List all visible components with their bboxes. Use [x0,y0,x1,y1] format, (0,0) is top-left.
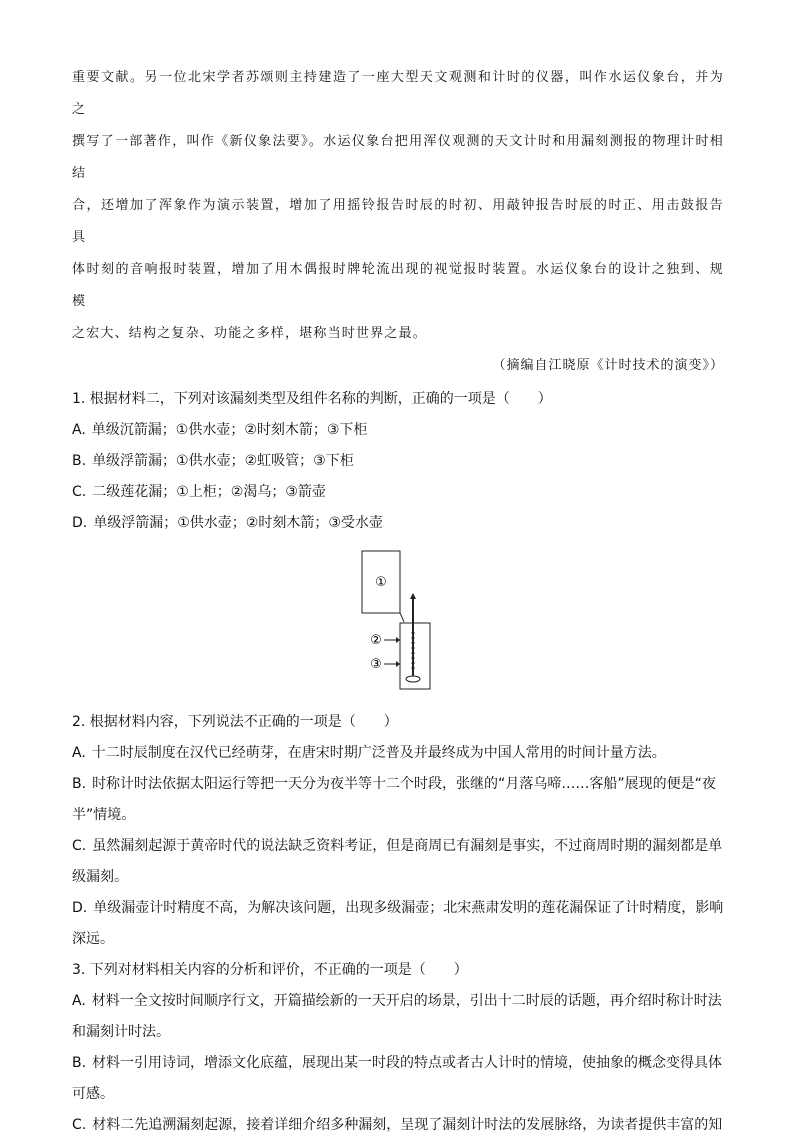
water-flow-line [400,613,404,622]
option-label: C. [72,1117,87,1133]
rod-tip [410,593,416,599]
passage-line: 撰写了一部著作，叫作《新仪象法要》。水运仪象台把用浑仪观测的天文计时和用漏刻测报的物理计时相结 [72,134,724,181]
option-label: B. [72,1055,87,1071]
option-text: 材料一引用诗词，增添文化底蕴，展现出某一时段的特点或者古人计时的情境，使抽象的概念变得具体 [92,1055,723,1071]
figure-label-3: ③ [370,657,382,672]
passage-line: 合，还增加了浑象作为演示装置，增加了用摇铃报告时辰的时初、用敲钟报告时辰的时正、用击鼓报告具 [72,198,724,245]
question-1 [72,384,724,699]
question-stem: 3. 下列对材料相关内容的分析和评价，不正确的一项是（ ） [72,962,468,978]
option-text: 时称计时法依据太阳运行等把一天分为夜半等十二个时段，张继的“月落乌啼……客船”展现的便是“夜 [92,776,716,792]
option-b-continued: 半”情境。 [72,807,136,823]
option-a[interactable] [72,986,724,1017]
question-2 [72,707,724,955]
option-label: A. [72,745,86,761]
figure-label-2: ② [370,633,382,648]
option-b[interactable] [72,446,724,477]
question-3 [72,955,724,1141]
option-label: D. [72,900,88,916]
question-stem: 2. 根据材料内容，下列说法不正确的一项是（ ） [72,714,398,730]
option-d[interactable] [72,508,724,539]
option-c[interactable] [72,477,724,508]
water-clock-diagram [356,549,456,699]
option-a[interactable] [72,738,724,769]
option-text: 材料二先追溯漏刻起源，接着详细介绍多种漏刻，呈现了漏刻计时法的发展脉络，为读者提供丰富的知 [92,1117,723,1133]
arrow-2-head [396,637,400,643]
option-label: B. [72,453,87,469]
option-a[interactable] [72,415,724,446]
water-clock-svg [356,549,456,699]
option-text: 单级浮箭漏；①供水壶；②时刻木箭；③受水壶 [93,515,383,531]
option-label: B. [72,776,87,792]
passage-source: （摘编自江晓原《计时技术的演变》） [492,358,724,373]
option-text: 十二时辰制度在汉代已经萌芽，在唐宋时期广泛普及并最终成为中国人常用的时间计量方法。 [91,745,666,761]
passage-excerpt [72,62,724,350]
document-page [72,62,724,1141]
arrow-3-head [396,661,400,667]
option-c-continued: 级漏刻。 [72,869,128,885]
option-label: C. [72,838,87,854]
passage-line: 体时刻的音响报时装置，增加了用木偶报时牌轮流出现的视觉报时装置。水运仪象台的设计之独到、规模 [72,262,724,309]
option-label: D. [72,515,88,531]
passage-line: 之宏大、结构之复杂、功能之多样，堪称当时世界之最。 [72,326,428,341]
option-text: 二级莲花漏；①上柜；②渴乌；③箭壶 [92,484,326,500]
option-text: 单级浮箭漏；①供水壶；②虹吸管；③下柜 [92,453,354,469]
option-c[interactable] [72,1110,724,1141]
option-b[interactable] [72,1048,724,1079]
option-text: 单级沉箭漏；①供水壶；②时刻木箭；③下柜 [91,422,368,438]
option-a-continued: 和漏刻计时法。 [72,1024,170,1040]
passage-line: 重要文献。另一位北宋学者苏颂则主持建造了一座大型天文观测和计时的仪器，叫作水运仪象台，并为之 [72,70,724,117]
option-text: 单级漏壶计时精度不高，为解决该问题，出现多级漏壶；北宋燕肃发明的莲花漏保证了计时精度，影响 [93,900,724,916]
option-d[interactable] [72,893,724,924]
option-c[interactable] [72,831,724,862]
option-text: 材料一全文按时间顺序行文，开篇描绘新的一天开启的场景，引出十二时辰的话题，再介绍时称计时法 [91,993,722,1009]
option-text: 虽然漏刻起源于黄帝时代的说法缺乏资料考证，但是商周已有漏刻是事实，不过商周时期的漏刻都是单 [92,838,723,854]
float-shape [406,676,420,682]
question-stem: 1. 根据材料二，下列对该漏刻类型及组件名称的判断，正确的一项是（ ） [72,391,552,407]
option-d-continued: 深远。 [72,931,114,947]
option-b[interactable] [72,769,724,800]
option-b-continued: 可感。 [72,1086,114,1102]
option-label: C. [72,484,87,500]
option-label: A. [72,993,86,1009]
figure-label-1: ① [375,575,387,590]
option-label: A. [72,422,86,438]
